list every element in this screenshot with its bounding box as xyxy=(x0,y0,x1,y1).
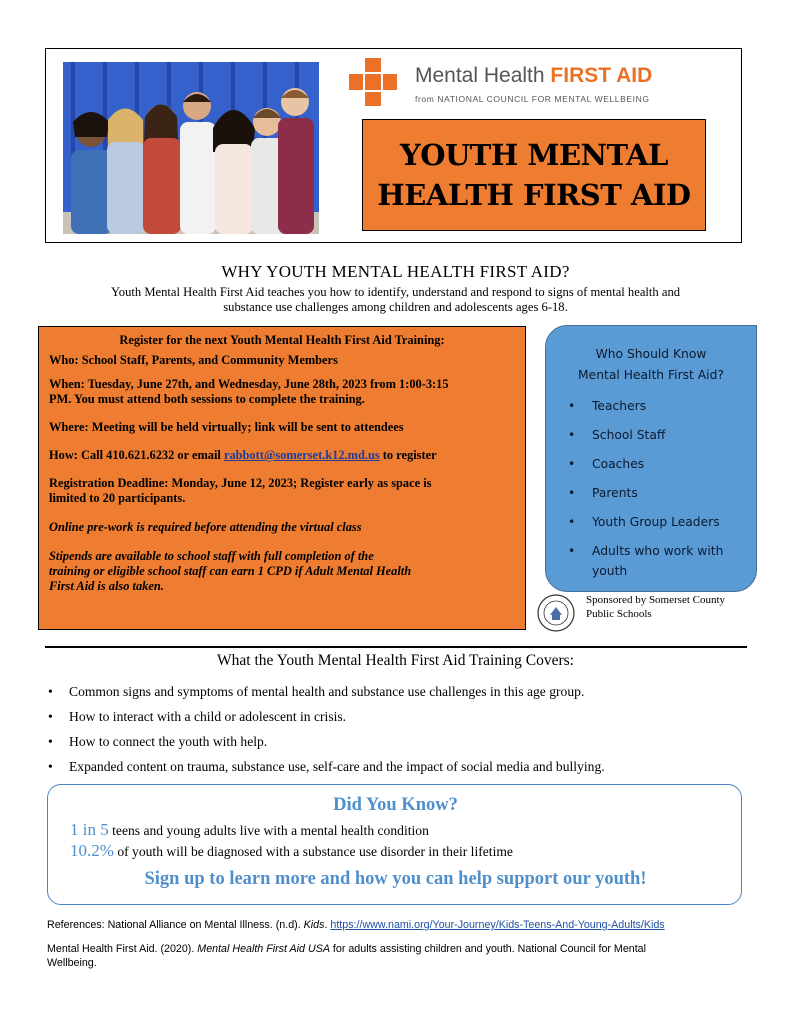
sponsor-text xyxy=(586,593,756,621)
bullet-icon: • xyxy=(568,457,576,471)
ref2-suffix: for adults assisting children and youth. National Council for Mental xyxy=(329,943,646,955)
school-seal-icon xyxy=(536,593,576,633)
deadline-line-2: limited to 20 participants. xyxy=(49,491,186,505)
stat-1-text: teens and young adults live with a mental health condition xyxy=(108,823,429,838)
bullet-icon: • xyxy=(48,684,53,699)
mhfa-cross-icon xyxy=(349,58,409,108)
list-item xyxy=(568,541,723,581)
ref1-title: Kids xyxy=(303,919,325,931)
bullet-icon: • xyxy=(568,399,576,413)
bullet-icon: • xyxy=(568,428,576,442)
list-item-label: Coaches xyxy=(592,457,645,471)
bullet-icon: • xyxy=(48,709,53,724)
how-prefix: How: Call 410.621.6232 or email xyxy=(49,448,224,462)
logo-name-main: Mental Health xyxy=(415,64,551,87)
list-item-label: School Staff xyxy=(592,428,666,442)
page-title xyxy=(377,135,690,215)
registration-who: Who: School Staff, Parents, and Community Members xyxy=(49,353,338,367)
list-item xyxy=(568,425,665,445)
when-line-2: PM. You must attend both sessions to complete the training. xyxy=(49,392,365,406)
stat-2-value: 10.2% xyxy=(70,841,114,860)
why-heading: WHY YOUTH MENTAL HEALTH FIRST AID? xyxy=(221,262,570,281)
who-title-line-1: Who Should Know xyxy=(595,347,707,361)
ref1-mid: . xyxy=(324,919,331,931)
list-item xyxy=(48,683,584,700)
call-to-action: Sign up to learn more and how you can help support our youth! xyxy=(144,869,647,889)
list-item-label: Parents xyxy=(592,486,638,500)
bullet-icon: • xyxy=(48,759,53,774)
why-line-2: substance use challenges among children and adolescents ages 6-18. xyxy=(223,300,568,314)
who-should-know-title xyxy=(545,344,757,386)
ref1-prefix: References: National Alliance on Mental Illness. (n.d). xyxy=(47,919,304,931)
bullet-icon: • xyxy=(568,544,576,558)
list-item-label: Expanded content on trauma, substance use, self-care and the impact of social media and bullying. xyxy=(69,759,605,774)
reference-link[interactable]: https://www.nami.org/Your-Journey/Kids-Teens-And-Young-Adults/Kids xyxy=(330,919,665,931)
list-item-label-cont: youth xyxy=(592,564,628,578)
email-link[interactable]: rabbott@somerset.k12.md.us xyxy=(223,448,380,462)
registration-heading: Register for the next Youth Mental Health First Aid Training: xyxy=(119,333,445,347)
why-line-1: Youth Mental Health First Aid teaches you how to identify, understand and respond to signs of mental health and xyxy=(110,285,681,299)
logo-name-accent: FIRST AID xyxy=(550,64,653,87)
stat-line-1 xyxy=(70,820,429,841)
registration-deadline xyxy=(49,476,517,506)
ref2-title: Mental Health First Aid USA xyxy=(197,943,330,955)
how-suffix: to register xyxy=(379,448,437,462)
prework-note: Online pre-work is required before attending the virtual class xyxy=(49,520,362,534)
registration-how xyxy=(49,448,517,463)
bullet-icon: • xyxy=(568,515,576,529)
ref2-line-2: Wellbeing. xyxy=(47,957,97,969)
stat-1-value: 1 in 5 xyxy=(70,820,109,839)
title-line-2: HEALTH FIRST AID xyxy=(377,178,691,212)
stipend-line-1: Stipends are available to school staff with full completion of the xyxy=(49,549,374,563)
reference-1 xyxy=(47,918,665,932)
bullet-icon: • xyxy=(568,486,576,500)
stipend-note xyxy=(49,549,517,594)
logo-subtitle: from NATIONAL COUNCIL FOR MENTAL WELLBEING xyxy=(415,94,650,104)
covers-heading: What the Youth Mental Health First Aid Training Covers: xyxy=(217,652,574,669)
why-description xyxy=(60,285,731,315)
list-item xyxy=(48,708,346,725)
list-item-label: Common signs and symptoms of mental health and substance use challenges in this age group. xyxy=(69,684,585,699)
deadline-line-1: Registration Deadline: Monday, June 12, 2023; Register early as space is xyxy=(49,476,432,490)
who-title-line-2: Mental Health First Aid? xyxy=(578,368,724,382)
reference-2 xyxy=(47,942,747,970)
when-line-1: When: Tuesday, June 27th, and Wednesday, June 28th, 2023 from 1:00-3:15 xyxy=(49,377,449,391)
section-divider xyxy=(45,646,747,648)
title-line-1: YOUTH MENTAL xyxy=(400,138,668,172)
list-item xyxy=(568,483,638,503)
stipend-line-3: First Aid is also taken. xyxy=(49,579,164,593)
stipend-line-2: training or eligible school staff can earn 1 CPD if Adult Mental Health xyxy=(49,564,412,578)
title-banner xyxy=(362,119,706,231)
ref2-prefix: Mental Health First Aid. (2020). xyxy=(47,943,198,955)
list-item xyxy=(48,758,605,775)
stat-line-2 xyxy=(70,841,513,862)
list-item xyxy=(48,733,267,750)
list-item-label: How to interact with a child or adolescent in crisis. xyxy=(69,709,347,724)
sponsor-line-2: Public Schools xyxy=(586,608,652,620)
bullet-icon: • xyxy=(48,734,53,749)
sponsor-line-1: Sponsored by Somerset County xyxy=(586,594,726,606)
stat-2-text: of youth will be diagnosed with a substance use disorder in their lifetime xyxy=(113,844,513,859)
logo-wordmark xyxy=(415,64,652,88)
list-item-label: How to connect the youth with help. xyxy=(69,734,268,749)
list-item-label: Adults who work with xyxy=(592,544,724,558)
did-you-know-title: Did You Know? xyxy=(333,795,458,815)
group-of-teens-photo xyxy=(63,62,319,234)
list-item-label: Youth Group Leaders xyxy=(592,515,720,529)
list-item-label: Teachers xyxy=(592,399,647,413)
list-item xyxy=(568,512,720,532)
registration-when xyxy=(49,377,517,407)
list-item xyxy=(568,454,644,474)
registration-where: Where: Meeting will be held virtually; link will be sent to attendees xyxy=(49,420,404,434)
list-item xyxy=(568,396,646,416)
